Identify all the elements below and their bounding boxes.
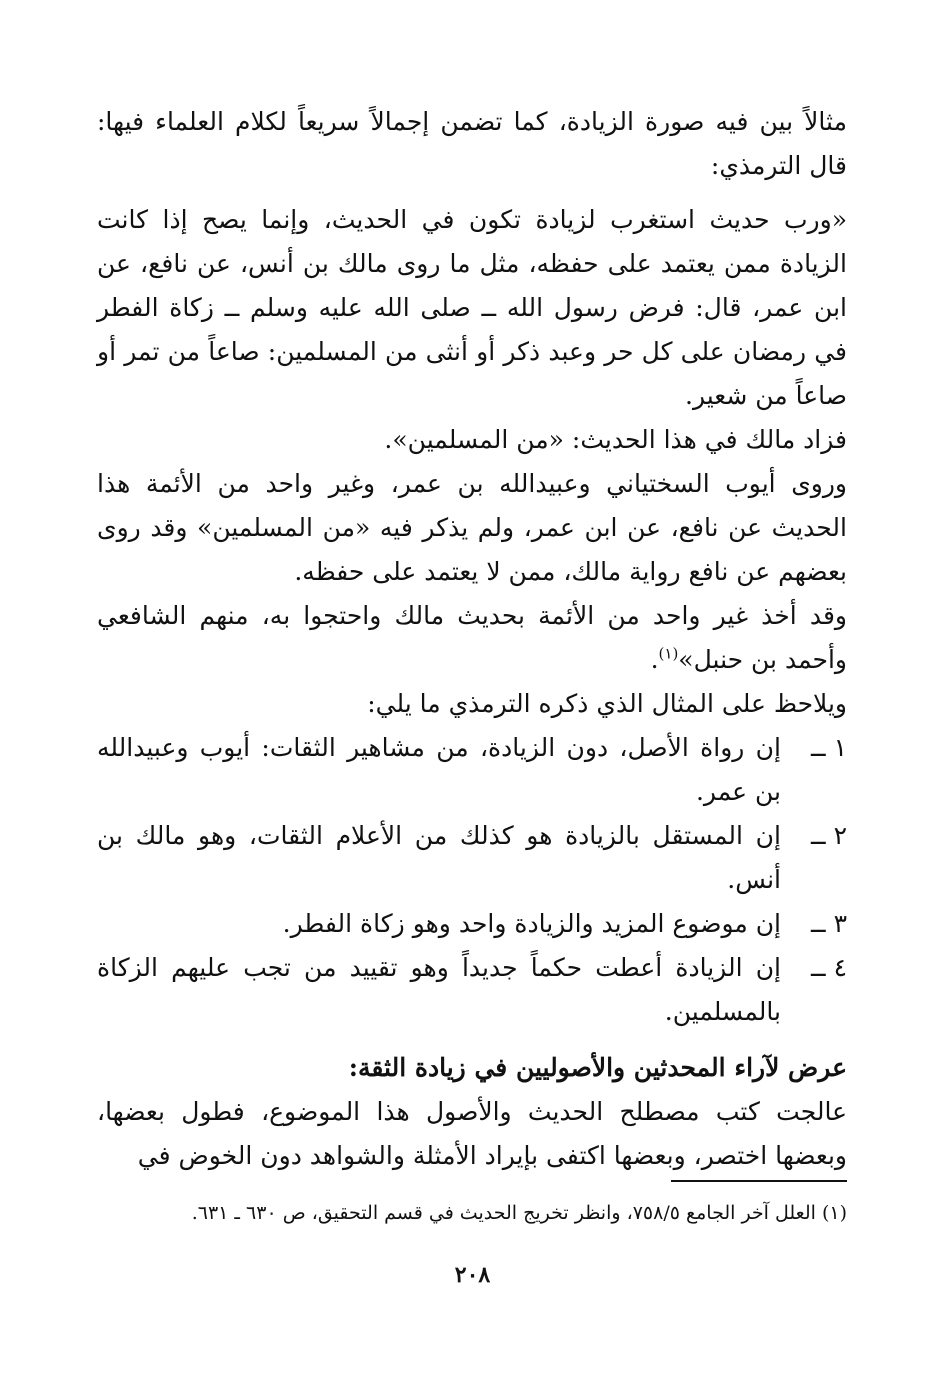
- paragraph-imams-end: .: [650, 645, 659, 674]
- footnote: (١) العلل آخر الجامع ٧٥٨/٥، وانظر تخريج الحديث في قسم التحقيق، ص ٦٣٠ ـ ٦٣١.: [191, 1202, 847, 1224]
- paragraph-observations: ويلاحظ على المثال الذي ذكره الترمذي ما يلي:: [367, 689, 847, 718]
- list-text: إن المستقل بالزيادة هو كذلك من الأعلام الثقات، وهو مالك بن أنس.: [97, 821, 781, 894]
- paragraph-imams-text: وقد أخذ غير واحد من الأئمة بحديث مالك واحتجوا به، منهم الشافعي وأحمد بن حنبل»: [97, 601, 847, 674]
- footnote-ref: (١): [658, 644, 679, 663]
- list-number: ٢ ــ: [810, 821, 847, 850]
- paragraph-intro: مثالاً بين فيه صورة الزيادة، كما تضمن إجمالاً سريعاً لكلام العلماء فيها: قال الترمذي:: [97, 107, 847, 180]
- list-item: [97, 726, 847, 814]
- list-item: [97, 814, 847, 902]
- main-text: [97, 100, 847, 1178]
- paragraph-imams: [97, 594, 847, 682]
- paragraph-section-intro: عالجت كتب مصطلح الحديث والأصول هذا الموضوع، فطول بعضها، وبعضها اختصر، وبعضها اكتفى بإيراد الأمثلة والشواهد دون الخوض في: [97, 1097, 847, 1170]
- list-text: إن الزيادة أعطت حكماً جديداً وهو تقييد من تجب عليهم الزكاة بالمسلمين.: [97, 953, 781, 1026]
- observations-list: [97, 726, 847, 1034]
- list-item: [97, 946, 847, 1034]
- list-number: ١ ــ: [810, 733, 847, 762]
- section-heading: عرض لآراء المحدثين والأصوليين في زيادة الثقة:: [348, 1053, 847, 1082]
- paragraph-malik-addition: فزاد مالك في هذا الحديث: «من المسلمين».: [384, 425, 847, 454]
- list-item: [97, 902, 847, 946]
- list-text: إن رواة الأصل، دون الزيادة، من مشاهير الثقات: أيوب وعبيدالله بن عمر.: [97, 733, 781, 806]
- list-text: إن موضوع المزيد والزيادة واحد وهو زكاة الفطر.: [282, 909, 781, 938]
- list-number: ٣ ــ: [810, 909, 847, 938]
- footnote-divider: [671, 1180, 847, 1182]
- paragraph-other-narrators: وروى أيوب السختياني وعبيدالله بن عمر، وغير واحد من الأئمة هذا الحديث عن نافع، عن ابن عمر، ولم يذكر فيه «من المسلمين» وقد روى بعضهم عن نافع رواية مالك، ممن لا يعتمد على حفظه.: [97, 469, 847, 586]
- paragraph-quote: «ورب حديث استغرب لزيادة تكون في الحديث، وإنما يصح إذا كانت الزيادة ممن يعتمد على حفظه، مثل ما روى مالك بن أنس، عن نافع، عن ابن عمر، قال: فرض رسول الله ــ صلى الله عليه وسلم ــ زكاة الفطر في رمضان على كل حر وعبد ذكر أو أنثى من المسلمين: صاعاً من تمر أو صاعاً من شعير.: [97, 205, 847, 410]
- page-number: ٢٠٨: [454, 1262, 491, 1288]
- list-number: ٤ ــ: [810, 953, 847, 982]
